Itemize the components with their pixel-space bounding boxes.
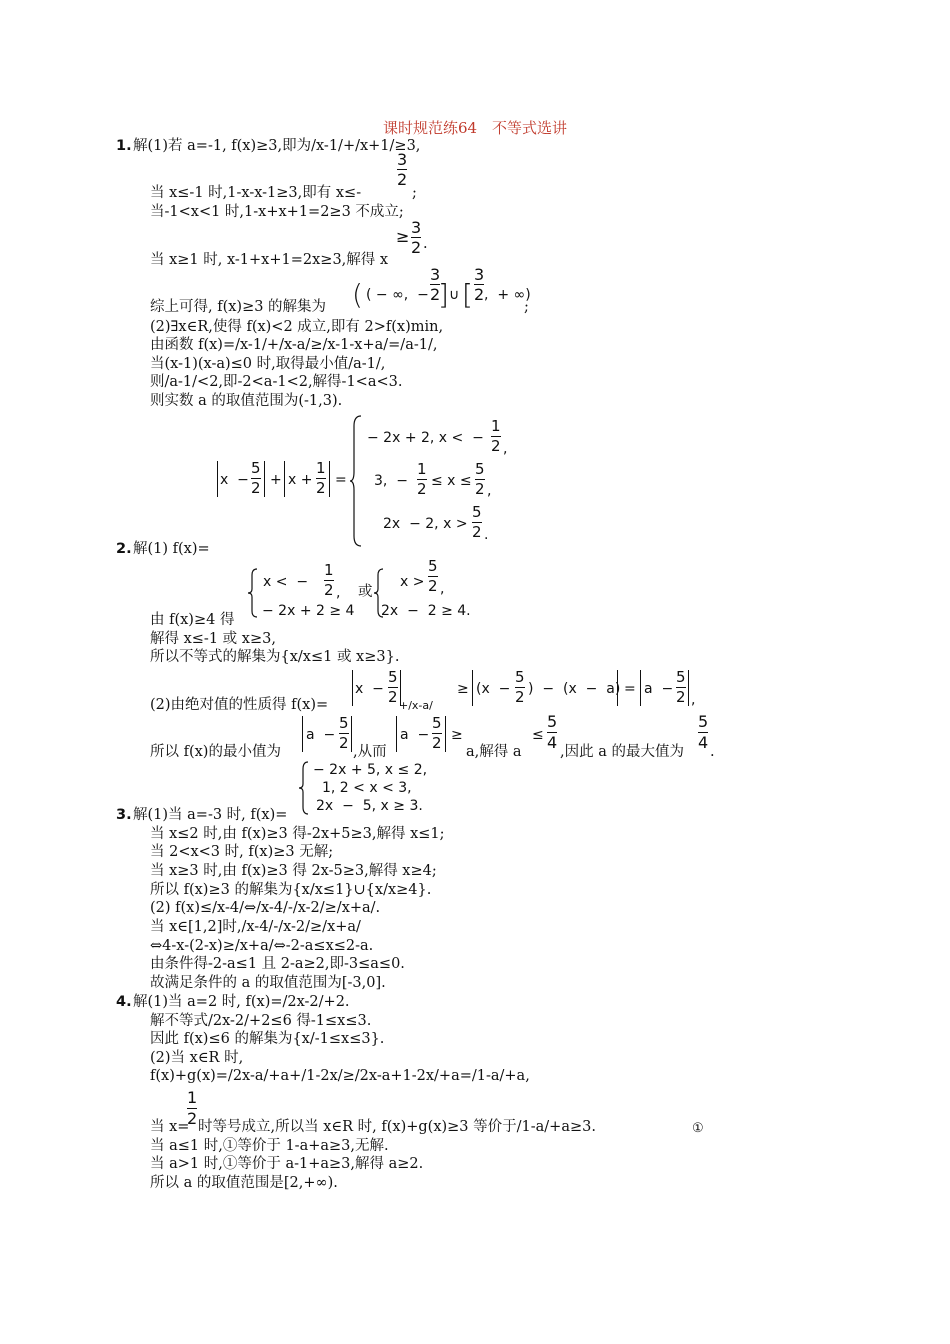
p2-l6-c: a −: [400, 727, 430, 743]
p4-line-2: 解不等式/2x-2/+2≤6 得-1≤x≤3.: [150, 1013, 372, 1029]
p2-pw-row2-frac2: 5 2: [475, 460, 485, 498]
p1-line-2-end: ;: [412, 185, 417, 201]
p1-set-frac1: 3 2: [430, 265, 441, 304]
p2-sys2b: 2x − 2 ≥ 4.: [381, 603, 471, 619]
p2-pw-row1-frac: 1 2: [491, 417, 501, 455]
p1-line-1: 解(1)若 a=-1, f(x)≥3,即为/x-1/+/x+1/≥3,: [133, 138, 421, 154]
p4-mark-1: ①: [692, 1121, 704, 1136]
p1-line-5: 综上可得, f(x)≥3 的解集为: [150, 299, 327, 315]
p1-line-2: 当 x≤-1 时,1-x-x-1≥3,即有 x≤-: [150, 185, 362, 201]
p2-l6-a: a −: [306, 727, 336, 743]
p4-line-7: 当 a≤1 时,①等价于 1-a+a≥3,无解.: [150, 1138, 389, 1154]
p2-pw-eq: =: [335, 472, 347, 488]
p3-sys-brace: [298, 760, 310, 816]
p1-line-9: 则/a-1/<2,即-2<a-1<2,解得-1<a<3.: [150, 374, 403, 390]
p2-pw-frac2: 1 2: [316, 459, 326, 497]
p1-set-c: , + ∞): [484, 287, 531, 303]
p2-l6-frac2: 5 2: [432, 714, 442, 752]
p2-or: 或: [358, 584, 373, 600]
p2-l5-bar5: [640, 670, 641, 706]
p3-line-9: 由条件得-2-a≤1 且 2-a≥2,即-3≤a≤0.: [150, 956, 405, 972]
p2-pw-brace: [349, 414, 363, 548]
p1-frac-3-2b: 3 2: [411, 218, 422, 257]
p1-frac-3-2: 3 2: [397, 150, 408, 189]
p4-frac-1-2: 1 2: [187, 1088, 198, 1128]
p2-l5-frac3: 5 2: [676, 668, 686, 706]
p2-abs-bar-1: [217, 461, 218, 497]
p4-line-6a: 当 x=: [150, 1119, 190, 1135]
p3-line-8: ⇔4-x-(2-x)≥/x+a/⇔-2-a≤x≤2-a.: [150, 938, 374, 954]
p1-set-b: ]: [438, 278, 449, 311]
p2-line-2: 由 f(x)≥4 得: [150, 612, 235, 628]
p2-line-4: 所以不等式的解集为{x/x≤1 或 x≥3}.: [150, 649, 400, 665]
p4-line-4: (2)当 x∈R 时,: [150, 1050, 244, 1066]
p2-pw-row1: − 2x + 2, x < −: [367, 430, 484, 446]
p1-set-a: ( − ∞, −: [366, 287, 429, 303]
p4-line-1: 解(1)当 a=2 时, f(x)=/2x-2/+2.: [133, 994, 350, 1010]
p2-abs-bar-3: [284, 461, 285, 497]
page-title: 课时规范练64 不等式选讲: [382, 119, 568, 137]
p2-l6-d: ≥: [451, 727, 463, 743]
p1-line-5-end: ;: [524, 299, 529, 315]
p2-sys1a: x < −: [263, 574, 309, 590]
p1-paren-left: (: [352, 278, 363, 311]
p1-line-4: 当 x≥1 时, x-1+x+1=2x≥3,解得 x: [150, 252, 389, 268]
p2-line-5: (2)由绝对值的性质得 f(x)=: [150, 697, 329, 713]
p2-l6-b: ,从而: [353, 744, 387, 760]
p2-pw-frac1: 5 2: [251, 459, 261, 497]
p2-l5-b: +/x-a/: [399, 699, 433, 712]
p3-line-1: 解(1)当 a=-3 时, f(x)=: [133, 807, 288, 823]
p2-l6-frac3: 5 4: [547, 712, 558, 752]
p3-sys-row2: 1, 2 < x < 3,: [322, 780, 412, 796]
p2-pw-lhs-a: x −: [220, 472, 249, 488]
p2-abs-bar-4: [329, 461, 330, 497]
p3-sys-row1: − 2x + 5, x ≤ 2,: [313, 762, 428, 778]
p3-sys-row3: 2x − 5, x ≥ 3.: [316, 798, 423, 814]
p1-bracket-left: [: [462, 278, 473, 311]
problem-1-number: 1.: [116, 138, 132, 154]
problem-3-number: 3.: [116, 807, 132, 823]
p3-line-7: 当 x∈[1,2]时,/x-4/-/x-2/≥/x+a/: [150, 919, 361, 935]
p2-pw-row3-frac: 5 2: [472, 503, 482, 541]
p2-l5-bar1: [352, 670, 353, 706]
p1-line-6: (2)∃x∈R,使得 f(x)<2 成立,即有 2>f(x)min,: [150, 319, 444, 335]
p4-line-3: 因此 f(x)≤6 的解集为{x/-1≤x≤3}.: [150, 1031, 385, 1047]
p2-pw-row3: 2x − 2, x >: [383, 516, 468, 532]
p2-line-6: 所以 f(x)的最小值为: [150, 744, 281, 760]
p2-l6-bar3: [396, 716, 397, 752]
p1-line-7: 由函数 f(x)=/x-1/+/x-a/≥/x-1-x+a/=/a-1/,: [150, 337, 438, 353]
p2-l5-frac2: 5 2: [515, 668, 525, 706]
p2-l6-bar4: [445, 716, 446, 752]
p4-line-5: f(x)+g(x)=/2x-a/+a+/1-2x/≥/2x-a+1-2x/+a=/1-a/+a,: [150, 1068, 530, 1084]
p2-l5-bar4: [617, 670, 618, 706]
p2-l5-bar3: [472, 670, 473, 706]
p2-l6-end: .: [710, 744, 715, 760]
p2-l6-h: ,因此 a 的最大值为: [560, 744, 684, 760]
p2-l5-frac: 5 2: [388, 668, 398, 706]
p2-sys1-brace: [247, 567, 259, 619]
p3-line-2: 当 x≤2 时,由 f(x)≥3 得-2x+5≥3,解得 x≤1;: [150, 826, 445, 842]
p2-l6-bar2: [351, 716, 352, 752]
p2-l6-frac: 5 2: [339, 714, 349, 752]
p4-line-8: 当 a>1 时,①等价于 a-1+a≥3,解得 a≥2.: [150, 1156, 424, 1172]
p3-line-4: 当 x≥3 时,由 f(x)≥3 得 2x-5≥3,解得 x≥4;: [150, 863, 437, 879]
p2-l6-g: ≤: [532, 727, 544, 743]
p2-pw-row2-frac1: 1 2: [417, 460, 427, 498]
p2-l6-bar1: [302, 716, 303, 752]
p2-l5-g: =: [624, 681, 636, 697]
problem-2-number: 2.: [116, 541, 132, 557]
p2-sys2-frac: 5 2: [428, 557, 438, 595]
p2-l5-a: x −: [355, 681, 384, 697]
p4-line-6b: 时等号成立,所以当 x∈R 时, f(x)+g(x)≥3 等价于/1-a/+a≥3.: [198, 1119, 596, 1135]
p3-line-3: 当 2<x<3 时, f(x)≥3 无解;: [150, 844, 334, 860]
p2-l5-c: ≥: [457, 681, 469, 697]
p1-ge: ≥: [396, 227, 410, 246]
p1-line-10: 则实数 a 的取值范围为(-1,3).: [150, 393, 343, 409]
p2-l6-frac4: 5 4: [698, 712, 709, 752]
p3-line-5: 所以 f(x)≥3 的解集为{x/x≤1}∪{x/x≥4}.: [150, 882, 432, 898]
p1-set-frac2: 3 2: [474, 265, 485, 304]
p2-line-3: 解得 x≤-1 或 x≥3,: [150, 631, 276, 647]
p1-union: ∪: [449, 287, 460, 303]
p1-line-3: 当-1<x<1 时,1-x+x+1=2≥3 不成立;: [150, 204, 404, 220]
problem-4-number: 4.: [116, 994, 132, 1010]
p2-l5-e: ) − (x − a): [528, 681, 621, 697]
p4-line-9: 所以 a 的取值范围是[2,+∞).: [150, 1175, 338, 1191]
p2-sys2a: x >: [400, 574, 425, 590]
p2-pw-plus: +: [270, 472, 282, 488]
p3-line-6: (2) f(x)≤/x-4/⇔/x-4/-/x-2/≥/x+a/.: [150, 900, 381, 916]
p2-l5-end: ,: [691, 692, 696, 708]
p2-l5-bar6: [688, 670, 689, 706]
p2-l5-h: a −: [644, 681, 674, 697]
p2-pw-row2b: ≤ x ≤: [431, 473, 472, 489]
p2-line-1: 解(1) f(x)=: [133, 541, 210, 557]
p1-line-4-end: .: [423, 236, 428, 252]
p2-l5-d: (x −: [476, 681, 511, 697]
p3-line-10: 故满足条件的 a 的取值范围为[-3,0].: [150, 975, 386, 991]
p1-line-8: 当(x-1)(x-a)≤0 时,取得最小值/a-1/,: [150, 356, 386, 372]
p2-sys1b: − 2x + 2 ≥ 4: [262, 603, 355, 619]
p2-pw-lhs-c: x +: [288, 472, 313, 488]
p2-l6-e: a,解得 a: [466, 744, 522, 760]
p2-sys1-frac: 1 2: [324, 561, 334, 599]
p2-abs-bar-2: [264, 461, 265, 497]
p2-pw-row2a: 3, −: [374, 473, 408, 489]
